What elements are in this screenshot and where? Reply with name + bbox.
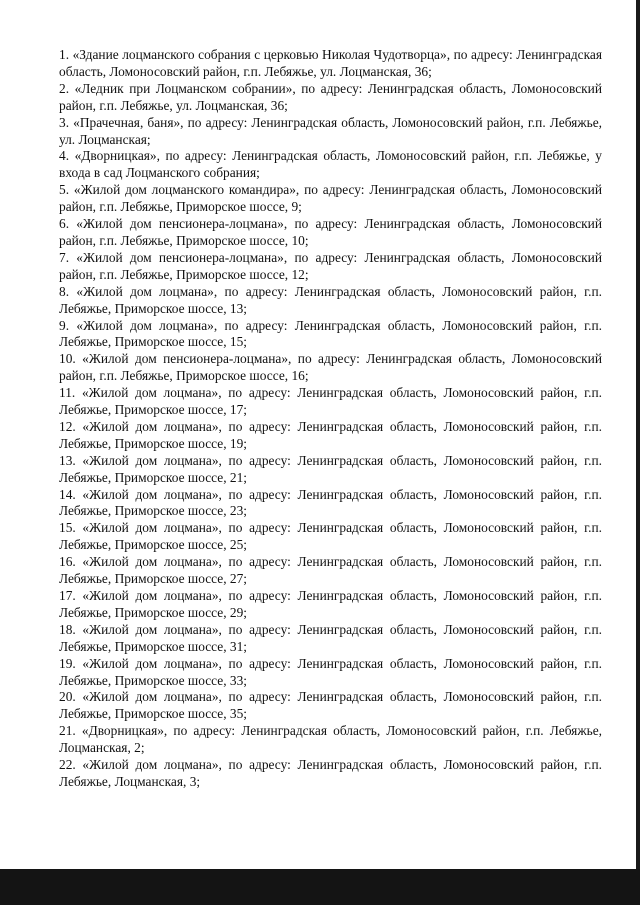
list-item-13: 13. «Жилой дом лоцмана», по адресу: Ленинградская область, Ломоносовский район, г.п. Лебяжье, Приморское шоссе, 21;	[59, 452, 602, 485]
list-item-21: 21. «Дворницкая», по адресу: Ленинградская область, Ломоносовский район, г.п. Лебяжье, Лоцманская, 2;	[59, 723, 602, 756]
list-item-17: 17. «Жилой дом лоцмана», по адресу: Ленинградская область, Ломоносовский район, г.п. Лебяжье, Приморское шоссе, 29;	[59, 588, 602, 620]
list-item-18: 18. «Жилой дом лоцмана», по адресу: Ленинградская область, Ломоносовский район, г.п. Лебяжье, Приморское шоссе, 31;	[59, 621, 602, 654]
list-item-15: 15. «Жилой дом лоцмана», по адресу: Ленинградская область, Ломоносовский район, г.п. Лебяжье, Приморское шоссе, 25;	[59, 520, 602, 553]
list-item-22: 22. «Жилой дом лоцмана», по адресу: Ленинградская область, Ломоносовский район, г.п. Лебяжье, Лоцманская, 3;	[59, 757, 602, 789]
list-item-12: 12. «Жилой дом лоцмана», по адресу: Ленинградская область, Ломоносовский район, г.п. Лебяжье, Приморское шоссе, 19;	[59, 418, 602, 451]
list-item-9: 9. «Жилой дом лоцмана», по адресу: Ленинградская область, Ломоносовский район, г.п. Лебяжье, Приморское шоссе, 15;	[59, 317, 602, 350]
list-item-14: 14. «Жилой дом лоцмана», по адресу: Ленинградская область, Ломоносовский район, г.п. Лебяжье, Приморское шоссе, 23;	[59, 486, 602, 519]
list-item-3: 3. «Прачечная, баня», по адресу: Ленинградская область, Ломоносовский район, г.п. Лебяжье, ул. Лоцманская;	[59, 114, 602, 147]
list-item-19: 19. «Жилой дом лоцмана», по адресу: Ленинградская область, Ломоносовский район, г.п. Лебяжье, Приморское шоссе, 33;	[59, 655, 602, 688]
list-item-20: 20. «Жилой дом лоцмана», по адресу: Ленинградская область, Ломоносовский район, г.п. Лебяжье, Приморское шоссе, 35;	[59, 689, 602, 722]
scan-border-right	[636, 0, 640, 870]
list-item-11: 11. «Жилой дом лоцмана», по адресу: Ленинградская область, Ломоносовский район, г.п. Лебяжье, Приморское шоссе, 17;	[59, 385, 602, 418]
list-item-10: 10. «Жилой дом пенсионера-лоцмана», по адресу: Ленинградская область, Ломоносовский район, г.п. Лебяжье, Приморское шоссе, 16;	[59, 351, 602, 384]
list-item-4: 4. «Дворницкая», по адресу: Ленинградская область, Ломоносовский район, г.п. Лебяжье, у входа в сад Лоцманского собрания;	[59, 148, 602, 181]
list-item-7: 7. «Жилой дом пенсионера-лоцмана», по адресу: Ленинградская область, Ломоносовский район, г.п. Лебяжье, Приморское шоссе, 12;	[59, 249, 602, 282]
list-item-1: 1. «Здание лоцманского собрания с церковью Николая Чудотворца», по адресу: Ленинградская область, Ломоносовский район, г.п. Лебяжье, ул. Лоцманская, 36;	[59, 47, 602, 79]
object-list	[59, 47, 602, 791]
list-item-6: 6. «Жилой дом пенсионера-лоцмана», по адресу: Ленинградская область, Ломоносовский район, г.п. Лебяжье, Приморское шоссе, 10;	[59, 216, 602, 248]
list-item-8: 8. «Жилой дом лоцмана», по адресу: Ленинградская область, Ломоносовский район, г.п. Лебяжье, Приморское шоссе, 13;	[59, 283, 602, 316]
scan-border-bottom	[0, 869, 640, 905]
list-item-16: 16. «Жилой дом лоцмана», по адресу: Ленинградская область, Ломоносовский район, г.п. Лебяжье, Приморское шоссе, 27;	[59, 554, 602, 587]
list-item-2: 2. «Ледник при Лоцманском собрании», по адресу: Ленинградская область, Ломоносовский район, г.п. Лебяжье, ул. Лоцманская, 36;	[59, 80, 602, 113]
list-item-5: 5. «Жилой дом лоцманского командира», по адресу: Ленинградская область, Ломоносовский район, г.п. Лебяжье, Приморское шоссе, 9;	[59, 182, 602, 215]
